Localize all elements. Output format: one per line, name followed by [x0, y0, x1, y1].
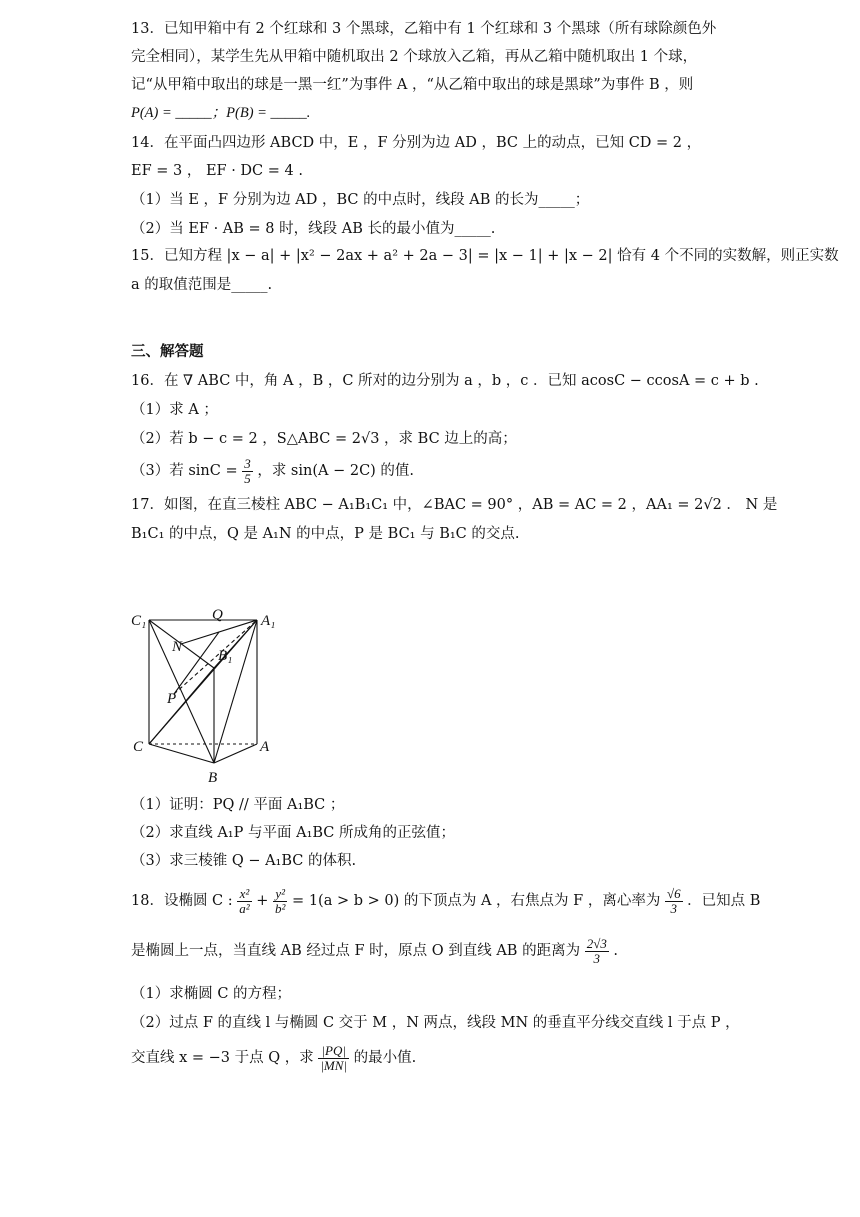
q18-line-1: 18．设椭圆 C : $\frac{\text{x²}}{\text{a²}}$ + $\frac{\text{y²}}{\text{b²}}$ = 1(a > b > 0) 的下顶点为 A ，右焦点为 F ，离心率为 $\frac{√6}{3}$ ．已知点 B	[131, 885, 761, 916]
q16-line-1: 16．在 ∇ ABC 中，角 A ，B ，C 所对的边分别为 a ，b ，c ．已知 acosC − ccosA = c + b .	[131, 373, 759, 389]
eccentricity-numerator: √6	[666, 885, 681, 901]
label-a1: A₁	[261, 613, 276, 629]
q16-part-3-a: （3）若 sinC =	[131, 463, 243, 479]
y-numerator: y²	[273, 887, 287, 902]
q18-part-1: （1）求椭圆 C 的方程；	[131, 986, 292, 1002]
q18-line-5	[131, 1040, 416, 1076]
q18-line-2-a: 是椭圆上一点，当直线 AB 经过点 F 时，原点 O 到直线 AB 的距离为	[131, 943, 585, 959]
q18-line-2	[131, 934, 618, 968]
q15-line-1: 15．已知方程 |x − a| + |x² − 2ax + a² + 2a − 3| = |x − 1| + |x − 2| 恰有 4 个不同的实数解，则正实数	[131, 248, 839, 264]
q13-line-1: 13．已知甲箱中有 2 个红球和 3 个黑球，乙箱中有 1 个红球和 3 个黑球（所有球除颜色外	[131, 21, 717, 37]
y-denominator: b²	[275, 900, 286, 916]
q18-line-2-b: .	[608, 943, 619, 959]
ratio-fraction	[318, 1044, 349, 1073]
q17-part-2: （2）求直线 A₁P 与平面 A₁BC 所成角的正弦值；	[131, 825, 456, 841]
label-c: C	[133, 739, 144, 755]
x-fraction	[237, 887, 251, 916]
q14-part-2: （2）当 EF · AB = 8 时，线段 AB 长的最小值为_____.	[131, 221, 496, 237]
sinc-fraction	[242, 457, 253, 486]
q17-line-2: B₁C₁ 的中点，Q 是 A₁N 的中点，P 是 BC₁ 与 B₁C 的交点.	[131, 526, 520, 542]
q18-line-1-c: ．已知点 B	[682, 893, 761, 909]
q16-part-1: （1）求 A ；	[131, 402, 218, 418]
distance-numerator: 2√3	[586, 935, 607, 951]
q18-part-2: （2）过点 F 的直线 l 与椭圆 C 交于 M ，N 两点，线段 MN 的垂直平分线交直线 l 于点 P ，	[131, 1015, 740, 1031]
q18-line-1-a: 18．设椭圆 C :	[131, 893, 238, 909]
label-n: N	[172, 639, 183, 655]
prism-figure	[128, 608, 288, 788]
x-numerator: x²	[237, 887, 251, 902]
q15-line-2: a 的取值范围是_____.	[131, 277, 273, 293]
section-heading: 三、解答题	[131, 344, 204, 360]
label-q: Q	[212, 608, 223, 623]
q17-line-1: 17．如图，在直三棱柱 ABC − A₁B₁C₁ 中，∠BAC = 90° ，AB = AC = 2 ，AA₁ = 2√2 ． N 是	[131, 497, 778, 513]
q14-line-1: 14．在平面凸四边形 ABCD 中，E ，F 分别为边 AD ，BC 上的动点，已知 CD = 2 ，	[131, 135, 702, 151]
sinc-denominator: 5	[244, 470, 251, 486]
label-b: B	[208, 770, 218, 786]
sinc-numerator: 3	[244, 455, 251, 471]
q14-part-1: （1）当 E ，F 分别为边 AD ，BC 的中点时，线段 AB 的长为_____；	[131, 192, 590, 208]
eccentricity-denominator: 3	[670, 900, 677, 916]
y-fraction	[273, 887, 287, 916]
x-denominator: a²	[239, 900, 250, 916]
q14-line-2: EF = 3 ， EF · DC = 4 .	[131, 163, 303, 179]
distance-denominator: 3	[593, 950, 600, 966]
label-p: P	[167, 691, 177, 707]
q13-line-3: 记“从甲箱中取出的球是一黑一红”为事件 A ，“从乙箱中取出的球是黑球”为事件 B ，则	[131, 77, 694, 93]
q18-line-5-b: 的最小值.	[349, 1050, 417, 1066]
q17-part-1: （1）证明：PQ // 平面 A₁BC ；	[131, 797, 345, 813]
label-a: A	[260, 739, 270, 755]
q18-line-5-a: 交直线 x = −3 于点 Q ，求	[131, 1050, 319, 1066]
q16-part-3-b: ，求 sin(A − 2C) 的值.	[252, 463, 415, 479]
ratio-denominator: |MN|	[320, 1057, 348, 1073]
q18-line-1-b: = 1(a > b > 0) 的下顶点为 A ，右焦点为 F ，离心率为	[287, 893, 665, 909]
ratio-numerator: |PQ|	[318, 1044, 349, 1059]
eccentricity-fraction	[665, 887, 683, 916]
distance-fraction	[585, 937, 609, 966]
q16-part-2: （2）若 b − c = 2 ，S△ABC = 2√3 ，求 BC 边上的高；	[131, 431, 517, 447]
q16-part-3	[131, 456, 414, 486]
q13-line-2: 完全相同），某学生先从甲箱中随机取出 2 个球放入乙箱，再从乙箱中随机取出 1 个球，	[131, 49, 698, 65]
label-c1: C₁	[131, 613, 147, 629]
label-b1: B₁	[218, 648, 233, 664]
q17-part-3: （3）求三棱锥 Q − A₁BC 的体积.	[131, 853, 357, 869]
q13-line-4: P(A) = _____；P(B) = _____.	[131, 105, 311, 121]
